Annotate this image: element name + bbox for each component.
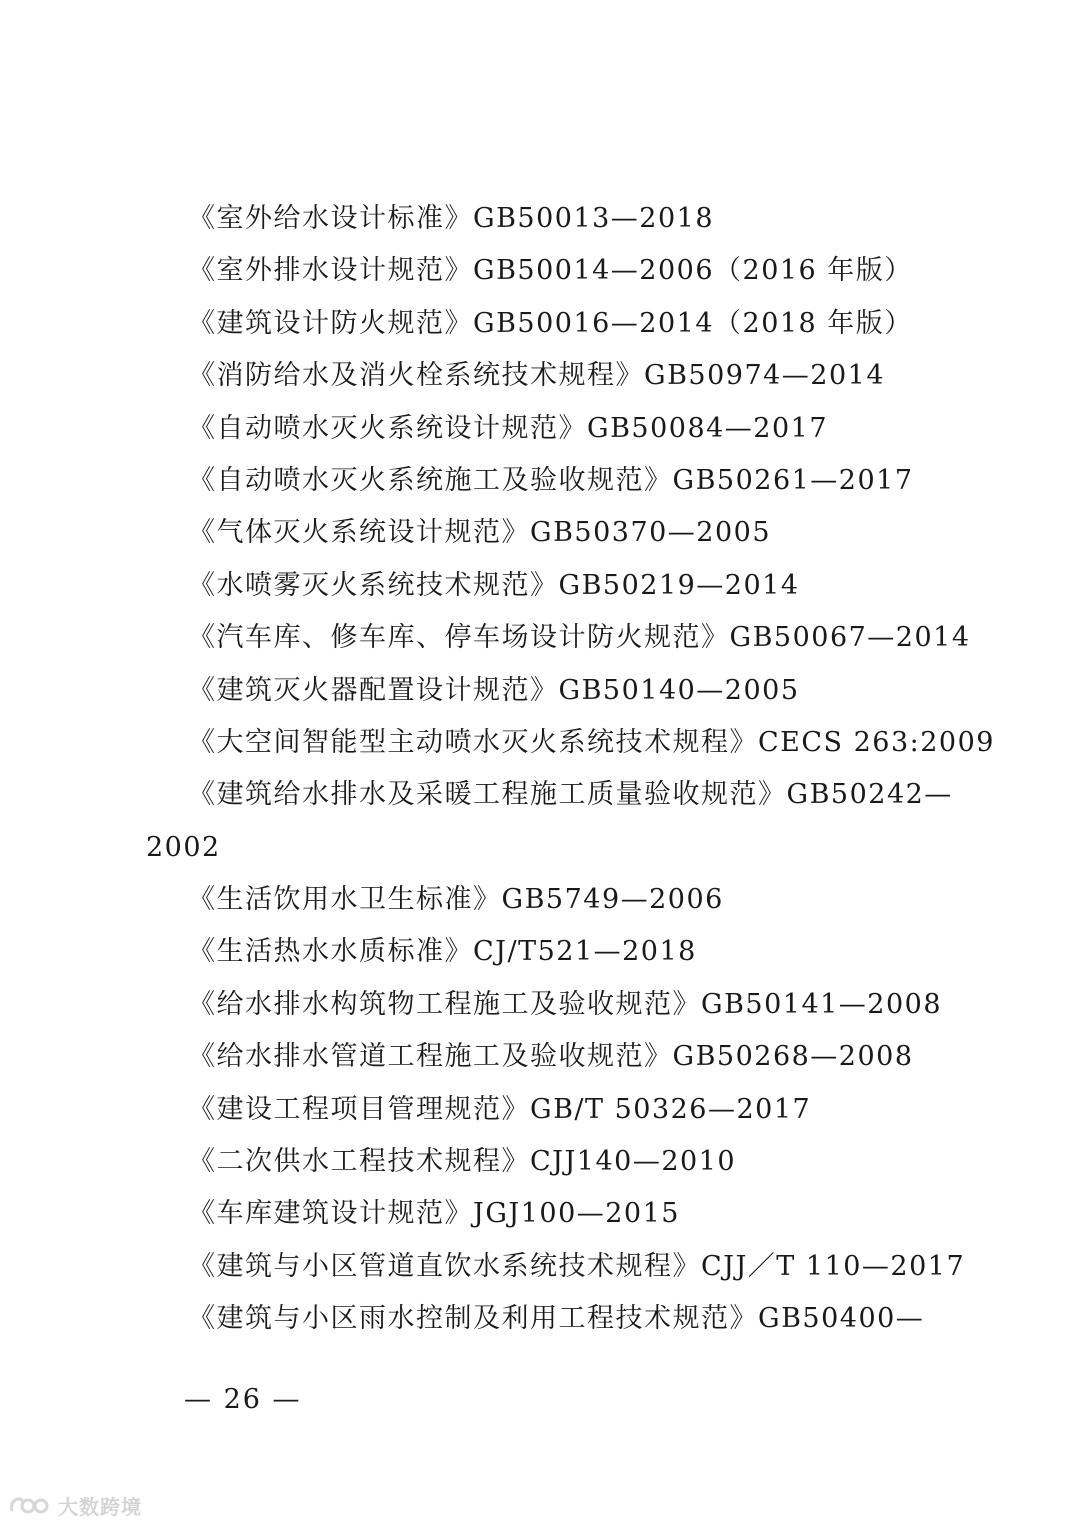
list-item: 《给水排水构筑物工程施工及验收规范》GB50141—2008 — [188, 988, 943, 1020]
list-item: 《消防给水及消火栓系统技术规程》GB50974—2014 — [188, 360, 886, 392]
list-item: 《汽车库、修车库、停车场设计防火规范》GB50067—2014 — [188, 622, 971, 654]
list-item: 《车库建筑设计规范》JGJ100—2015 — [188, 1198, 680, 1230]
list-item: 《建设工程项目管理规范》GB/T 50326—2017 — [188, 1093, 812, 1125]
list-item: 《自动喷水灭火系统施工及验收规范》GB50261—2017 — [188, 464, 914, 496]
list-item: 《建筑与小区雨水控制及利用工程技术规范》GB50400— — [188, 1303, 925, 1335]
list-item: 《建筑设计防火规范》GB50016—2014（2018 年版） — [188, 307, 913, 339]
list-item-continuation: 2002 — [146, 831, 221, 863]
list-item: 《给水排水管道工程施工及验收规范》GB50268—2008 — [188, 1041, 914, 1073]
list-item: 《气体灭火系统设计规范》GB50370—2005 — [188, 517, 772, 549]
page-number: — 26 — — [184, 1384, 302, 1415]
list-item: 《水喷雾灭火系统技术规范》GB50219—2014 — [188, 569, 800, 601]
list-item: 《生活饮用水卫生标准》GB5749—2006 — [188, 884, 724, 916]
list-item: 《生活热水水质标准》CJ/T521—2018 — [188, 936, 697, 968]
list-item: 《建筑灭火器配置设计规范》GB50140—2005 — [188, 674, 800, 706]
list-item: 《室外给水设计标准》GB50013—2018 — [188, 203, 715, 234]
list-item: 《室外排水设计规范》GB50014—2006（2016 年版） — [188, 255, 913, 287]
list-item: 《自动喷水灭火系统设计规范》GB50084—2017 — [188, 412, 829, 444]
logo-icon — [8, 1493, 52, 1517]
list-item: 《二次供水工程技术规程》CJJ140—2010 — [188, 1146, 737, 1178]
list-item: 《建筑给水排水及采暖工程施工质量验收规范》GB50242— — [188, 779, 953, 811]
watermark-text: 大数跨境 — [58, 1494, 142, 1519]
standards-list — [0, 193, 1080, 1346]
list-item: 《建筑与小区管道直饮水系统技术规程》CJJ／T 110—2017 — [188, 1250, 966, 1282]
watermark — [8, 1490, 142, 1520]
list-item: 《大空间智能型主动喷水灭火系统技术规程》CECS 263:2009 — [188, 726, 995, 758]
